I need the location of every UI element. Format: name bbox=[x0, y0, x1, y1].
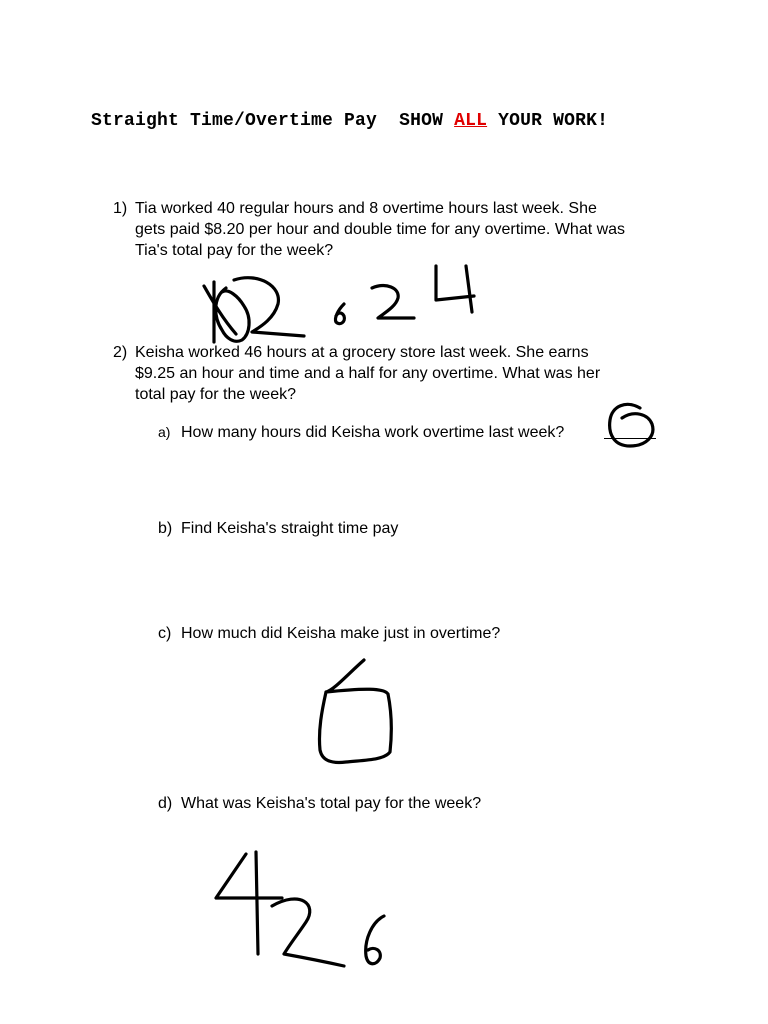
question-line: gets paid $8.20 per hour and double time for any overtime. What was bbox=[135, 221, 626, 238]
part-text: How much did Keisha make just in overtime? bbox=[181, 625, 501, 642]
question-number: 2) bbox=[113, 344, 128, 361]
handwritten-answer-2d bbox=[216, 852, 384, 966]
part-label: c) bbox=[158, 625, 172, 642]
question-2d bbox=[158, 793, 481, 814]
question-2a bbox=[158, 422, 564, 443]
answer-line bbox=[604, 438, 656, 439]
question-line: Keisha worked 46 hours at a grocery store last week. She earns bbox=[135, 344, 589, 361]
part-text: Find Keisha's straight time pay bbox=[181, 520, 399, 537]
question-2c bbox=[158, 623, 500, 644]
part-label: b) bbox=[158, 520, 173, 537]
title-text: Straight Time/Overtime Pay bbox=[91, 111, 378, 131]
question-text bbox=[135, 198, 625, 261]
part-label: a) bbox=[158, 424, 171, 440]
question-text bbox=[135, 342, 600, 405]
question-number: 1) bbox=[113, 200, 128, 217]
instruction-prefix: SHOW bbox=[399, 111, 444, 131]
question-line: $9.25 an hour and time and a half for any overtime. What was her bbox=[135, 365, 601, 382]
worksheet-title bbox=[91, 111, 608, 131]
part-label: d) bbox=[158, 795, 173, 812]
instruction-suffix: YOUR WORK! bbox=[498, 111, 609, 131]
question-line: total pay for the week? bbox=[135, 386, 296, 403]
handwritten-answer-q1 bbox=[204, 266, 474, 342]
question-line: Tia worked 40 regular hours and 8 overtime hours last week. She bbox=[135, 200, 597, 217]
question-2 bbox=[113, 342, 733, 408]
question-2b bbox=[158, 518, 398, 539]
handwritten-answer-2c bbox=[319, 660, 391, 763]
instruction-emphasis: ALL bbox=[454, 111, 488, 131]
question-1 bbox=[113, 198, 733, 264]
handwritten-answer-2a bbox=[610, 404, 653, 446]
part-text: What was Keisha's total pay for the week? bbox=[181, 795, 482, 812]
question-line: Tia's total pay for the week? bbox=[135, 242, 334, 259]
part-text: How many hours did Keisha work overtime last week? bbox=[181, 424, 565, 441]
